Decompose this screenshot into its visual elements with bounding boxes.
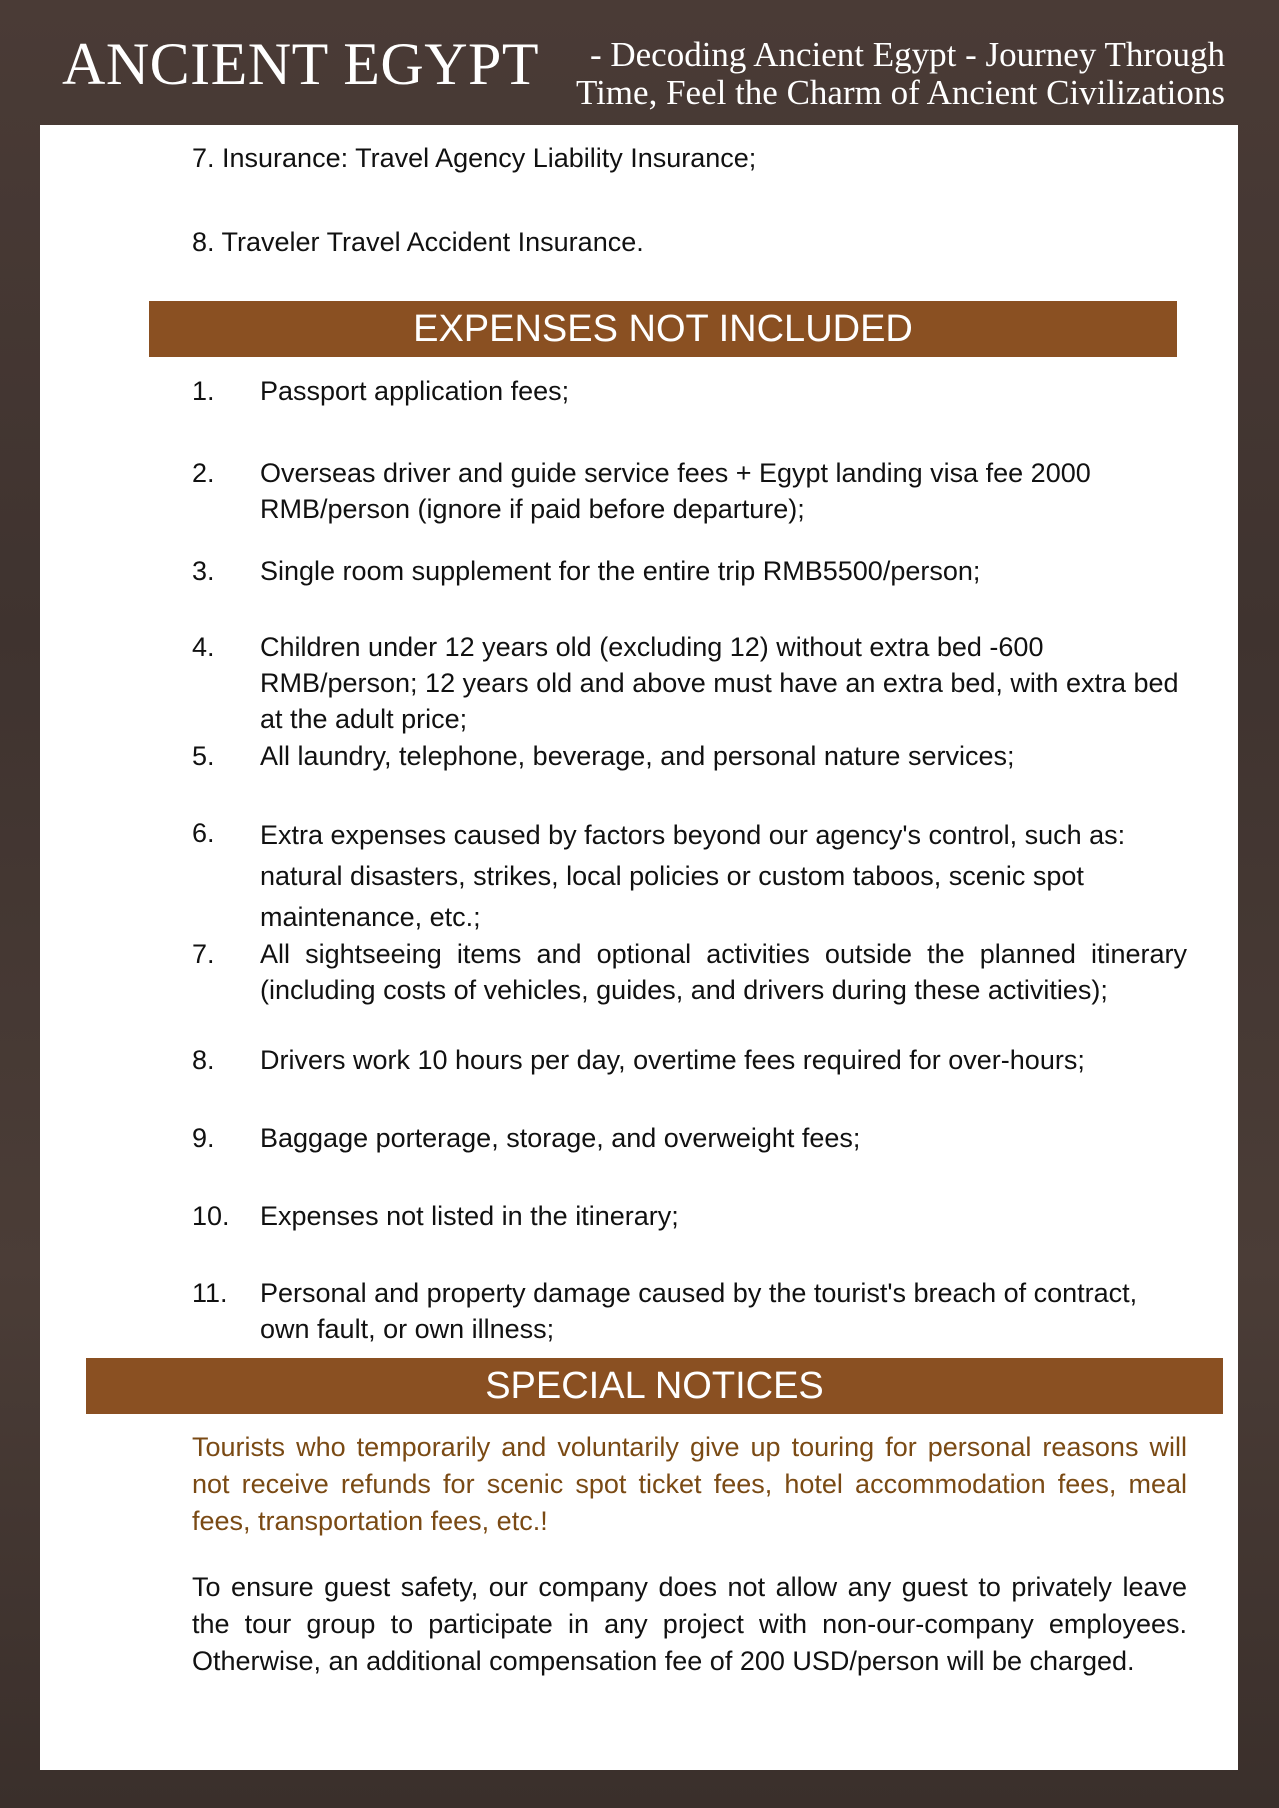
refund-notice: Tourists who temporarily and voluntarily give up touring for personal reasons will not receive refunds for scenic spot ticket fees, hotel accommodation fees, meal fees, transportation fees, etc.! (192, 1432, 1187, 1536)
expense-item-number: 8. (192, 1045, 215, 1075)
expense-item-text: Single room supplement for the entire trip RMB5500/person; (260, 556, 981, 586)
expense-item-text: Personal and property damage caused by the tourist's breach of contract, own fault, or own illness; (260, 1278, 1138, 1344)
expense-item (192, 1120, 1187, 1156)
expense-item (192, 1275, 1187, 1347)
expense-item-number: 7. (192, 939, 215, 969)
expense-item (192, 455, 1187, 527)
expense-item-text: Baggage porterage, storage, and overweight fees; (260, 1123, 861, 1153)
expense-item-text: All laundry, telephone, beverage, and personal nature services; (260, 741, 1015, 771)
expense-item-text: Expenses not listed in the itinerary; (260, 1201, 679, 1231)
expense-item-text: Children under 12 years old (excluding 12) without extra bed -600 RMB/person; 12 years old and above must have an extra bed, with extra bed at the adult price; (260, 632, 1179, 734)
expense-item (192, 1042, 1187, 1078)
expense-item (192, 373, 1187, 409)
expense-item (192, 553, 1187, 589)
expense-item-number: 1. (192, 376, 215, 406)
expense-item-number: 5. (192, 741, 215, 771)
expense-item-text: Extra expenses caused by factors beyond our agency's control, such as: natural disasters, strikes, local policies or custom taboos, scenic spot maintenance, etc.; (260, 820, 1126, 932)
expense-item (192, 936, 1187, 1008)
expense-item-number: 9. (192, 1123, 215, 1153)
brand-tagline: - Decoding Ancient Egypt - Journey Through Time, Feel the Charm of Ancient Civilizations (575, 35, 1225, 112)
brand-title: ANCIENT EGYPT (62, 31, 540, 97)
page-header (0, 0, 1279, 125)
expense-item (192, 629, 1187, 737)
expense-item-text: Drivers work 10 hours per day, overtime fees required for over-hours; (260, 1045, 1085, 1075)
expense-item (192, 1198, 1187, 1234)
expense-item-number: 10. (192, 1201, 230, 1231)
expense-item-number: 3. (192, 556, 215, 586)
expense-item-number: 6. (192, 818, 215, 848)
safety-notice: To ensure guest safety, our company does not allow any guest to privately leave the tour group to participate in any project with non-our-company employees. Otherwise, an additional compensation fee of 200 USD/person will be charged. (192, 1572, 1187, 1676)
expense-item (192, 815, 1187, 938)
expense-item-number: 2. (192, 458, 215, 488)
special-notices-heading: SPECIAL NOTICES (86, 1358, 1223, 1414)
expenses-not-included-heading: EXPENSES NOT INCLUDED (149, 301, 1177, 357)
expense-item-text: Overseas driver and guide service fees + Egypt landing visa fee 2000 RMB/person (ignore if paid before departure); (260, 458, 1091, 524)
expense-item-text: Passport application fees; (260, 376, 570, 406)
expense-item (192, 738, 1187, 774)
expense-item-number: 11. (192, 1278, 228, 1308)
included-item-8: 8. Traveler Travel Accident Insurance. (192, 227, 644, 257)
expense-item-number: 4. (192, 632, 215, 662)
included-item-7: 7. Insurance: Travel Agency Liability Insurance; (192, 143, 757, 173)
expense-item-text: All sightseeing items and optional activities outside the planned itinerary (including costs of vehicles, guides, and drivers during these activities); (260, 939, 1187, 1005)
